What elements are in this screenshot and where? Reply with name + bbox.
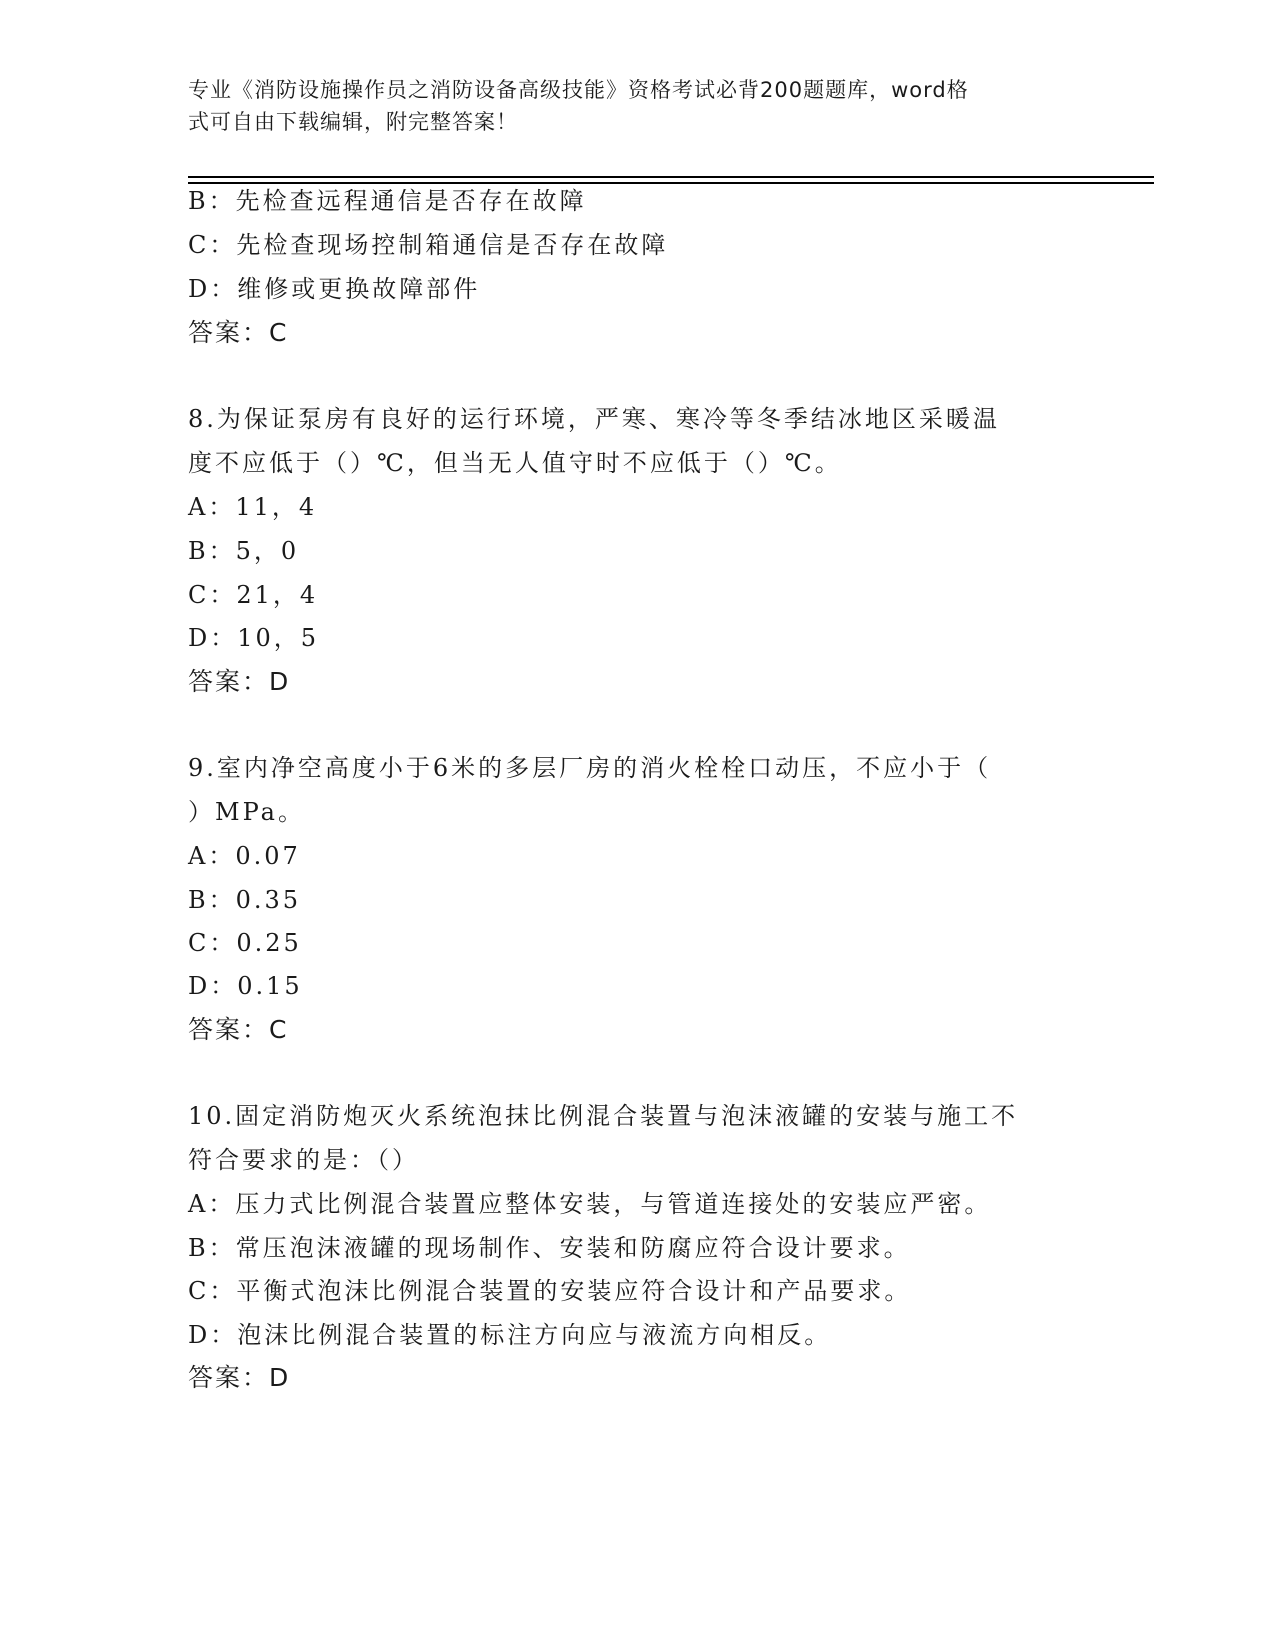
header-line-1: 专业《消防设施操作员之消防设备高级技能》资格考试必背200题题库，word格: [188, 78, 969, 102]
q8-option-d: D：10，5: [188, 624, 320, 652]
prev-answer: 答案：C: [188, 318, 289, 347]
q9-option-b: B：0.35: [188, 886, 302, 914]
q10-answer: 答案：D: [188, 1363, 291, 1392]
q9-option-d: D：0.15: [188, 972, 303, 1000]
q10-stem-line-2: 符合要求的是：（）: [188, 1146, 419, 1174]
header-divider-top: [188, 176, 1154, 178]
q8-option-c: C：21，4: [188, 581, 319, 609]
q10-option-b: B：常压泡沫液罐的现场制作、安装和防腐应符合设计要求。: [188, 1234, 911, 1262]
q8-stem-line-1: 8.为保证泵房有良好的运行环境，严寒、寒冷等冬季结冰地区采暖温: [188, 405, 1000, 433]
q8-option-a: A：11，4: [188, 493, 318, 521]
q8-stem-line-2: 度不应低于（）℃，但当无人值守时不应低于（）℃。: [188, 449, 842, 477]
header-line-2: 式可自由下载编辑，附完整答案！: [188, 110, 518, 134]
q10-option-a: A：压力式比例混合装置应整体安装，与管道连接处的安装应严密。: [188, 1190, 992, 1218]
q9-stem-line-2: ）MPa。: [188, 798, 305, 826]
q10-option-d: D：泡沫比例混合装置的标注方向应与液流方向相反。: [188, 1321, 832, 1349]
q9-option-a: A：0.07: [188, 842, 301, 870]
q9-option-c: C：0.25: [188, 929, 302, 957]
q10-stem-line-1: 10.固定消防炮灭火系统泡抹比例混合装置与泡沫液罐的安装与施工不: [188, 1102, 1019, 1130]
q9-answer: 答案：C: [188, 1015, 289, 1044]
prev-option-c: C：先检查现场控制箱通信是否存在故障: [188, 231, 669, 259]
q10-option-c: C：平衡式泡沫比例混合装置的安装应符合设计和产品要求。: [188, 1277, 912, 1305]
q9-stem-line-1: 9.室内净空高度小于6米的多层厂房的消火栓栓口动压，不应小于（: [188, 754, 992, 782]
document-header: [188, 74, 1068, 138]
q8-answer: 答案：D: [188, 667, 291, 696]
prev-option-b: B：先检查远程通信是否存在故障: [188, 187, 587, 215]
prev-option-d: D：维修或更换故障部件: [188, 275, 481, 303]
q8-option-b: B：5，0: [188, 537, 300, 565]
